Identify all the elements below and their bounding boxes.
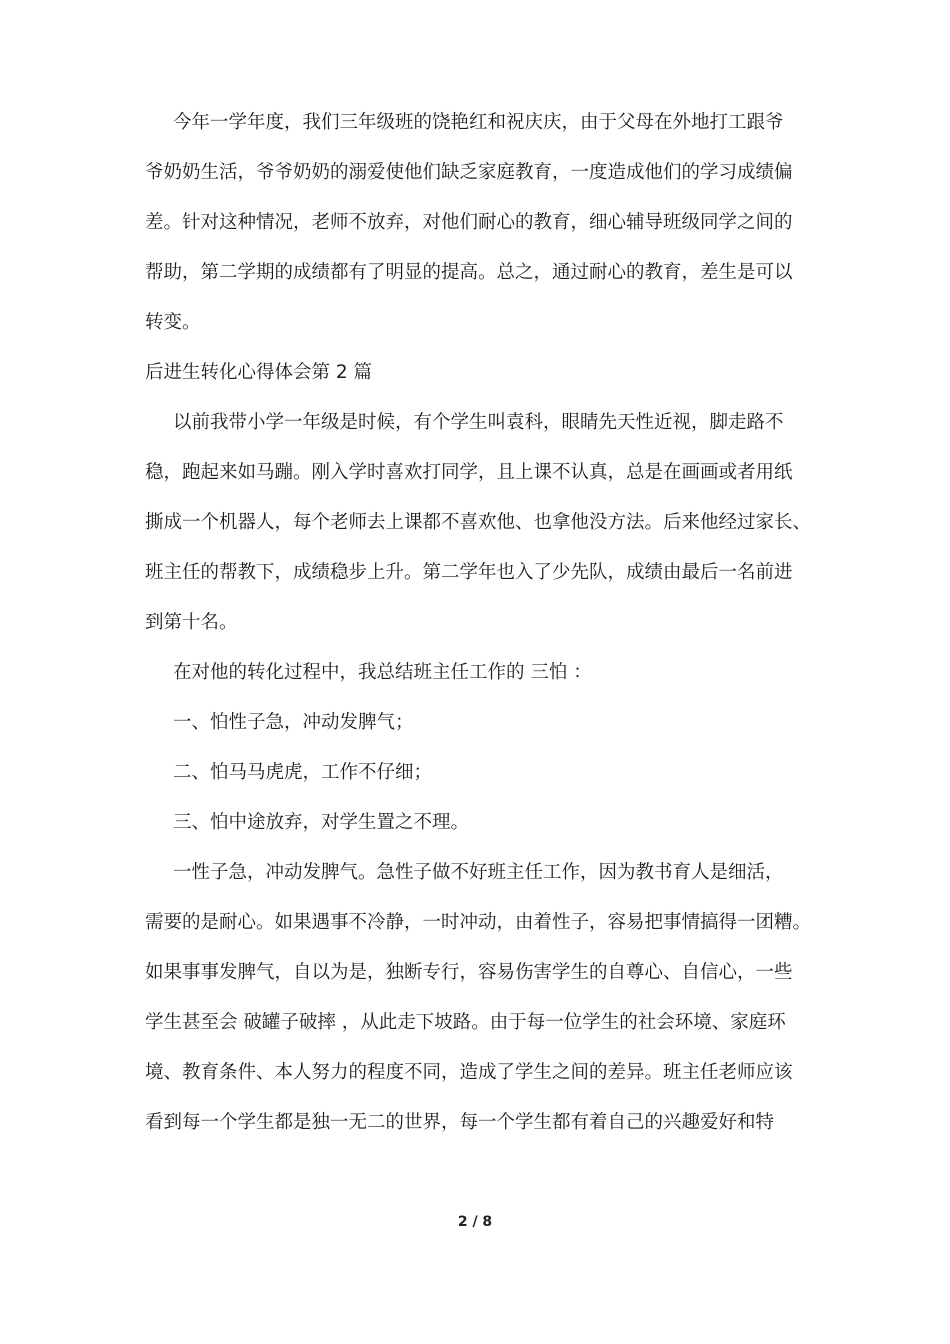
paragraph-line: 如果事事发脾气，自以为是，独断专行，容易伤害学生的自尊心、自信心，一些 (145, 962, 793, 983)
paragraph-line: 撕成一个机器人，每个老师去上课都不喜欢他、也拿他没方法。后来他经过家长、 (145, 512, 812, 533)
paragraph-line: 今年一学年度，我们三年级班的饶艳红和祝庆庆，由于父母在外地打工跟爷 (173, 112, 784, 133)
list-item: 三、怕中途放弃，对学生置之不理。 (173, 812, 470, 833)
paragraph-line: 在对他的转化过程中，我总结班主任工作的 三怕 ： (173, 662, 592, 683)
paragraph-line: 以前我带小学一年级是时候，有个学生叫袁科，眼睛先天性近视，脚走路不 (173, 412, 784, 433)
paragraph-line: 看到每一个学生都是独一无二的世界，每一个学生都有着自己的兴趣爱好和特 (145, 1112, 775, 1133)
paragraph-line: 爷奶奶生活，爷爷奶奶的溺爱使他们缺乏家庭教育，一度造成他们的学习成绩偏 (145, 162, 793, 183)
paragraph-line: 一性子急，冲动发脾气。急性子做不好班主任工作，因为教书育人是细活， (173, 862, 784, 883)
body-text (145, 98, 817, 1148)
paragraph-line: 到第十名。 (145, 612, 238, 633)
paragraph-line: 稳，跑起来如马蹦。刚入学时喜欢打同学，且上课不认真，总是在画画或者用纸 (145, 462, 793, 483)
paragraph-line: 帮助，第二学期的成绩都有了明显的提高。总之，通过耐心的教育，差生是可以 (145, 262, 793, 283)
section-heading: 后进生转化心得体会第 2 篇 (145, 362, 373, 383)
paragraph-line: 需要的是耐心。如果遇事不冷静，一时冲动，由着性子，容易把事情搞得一团糟。 (145, 912, 812, 933)
page-indicator: 2 / 8 (457, 1214, 493, 1230)
paragraph-line: 转变。 (145, 312, 201, 333)
list-item: 二、怕马马虎虎，工作不仔细； (173, 762, 433, 783)
paragraph-line: 班主任的帮教下，成绩稳步上升。第二学年也入了少先队，成绩由最后一名前进 (145, 562, 793, 583)
paragraph-line: 差。针对这种情况，老师不放弃，对他们耐心的教育，细心辅导班级同学之间的 (145, 212, 793, 233)
list-item: 一、怕性子急，冲动发脾气； (173, 712, 414, 733)
paragraph-line: 学生甚至会 破罐子破摔 ，从此走下坡路。由于每一位学生的社会环境、家庭环 (145, 1012, 786, 1033)
paragraph-line: 境、教育条件、本人努力的程度不同，造成了学生之间的差异。班主任老师应该 (145, 1062, 793, 1083)
